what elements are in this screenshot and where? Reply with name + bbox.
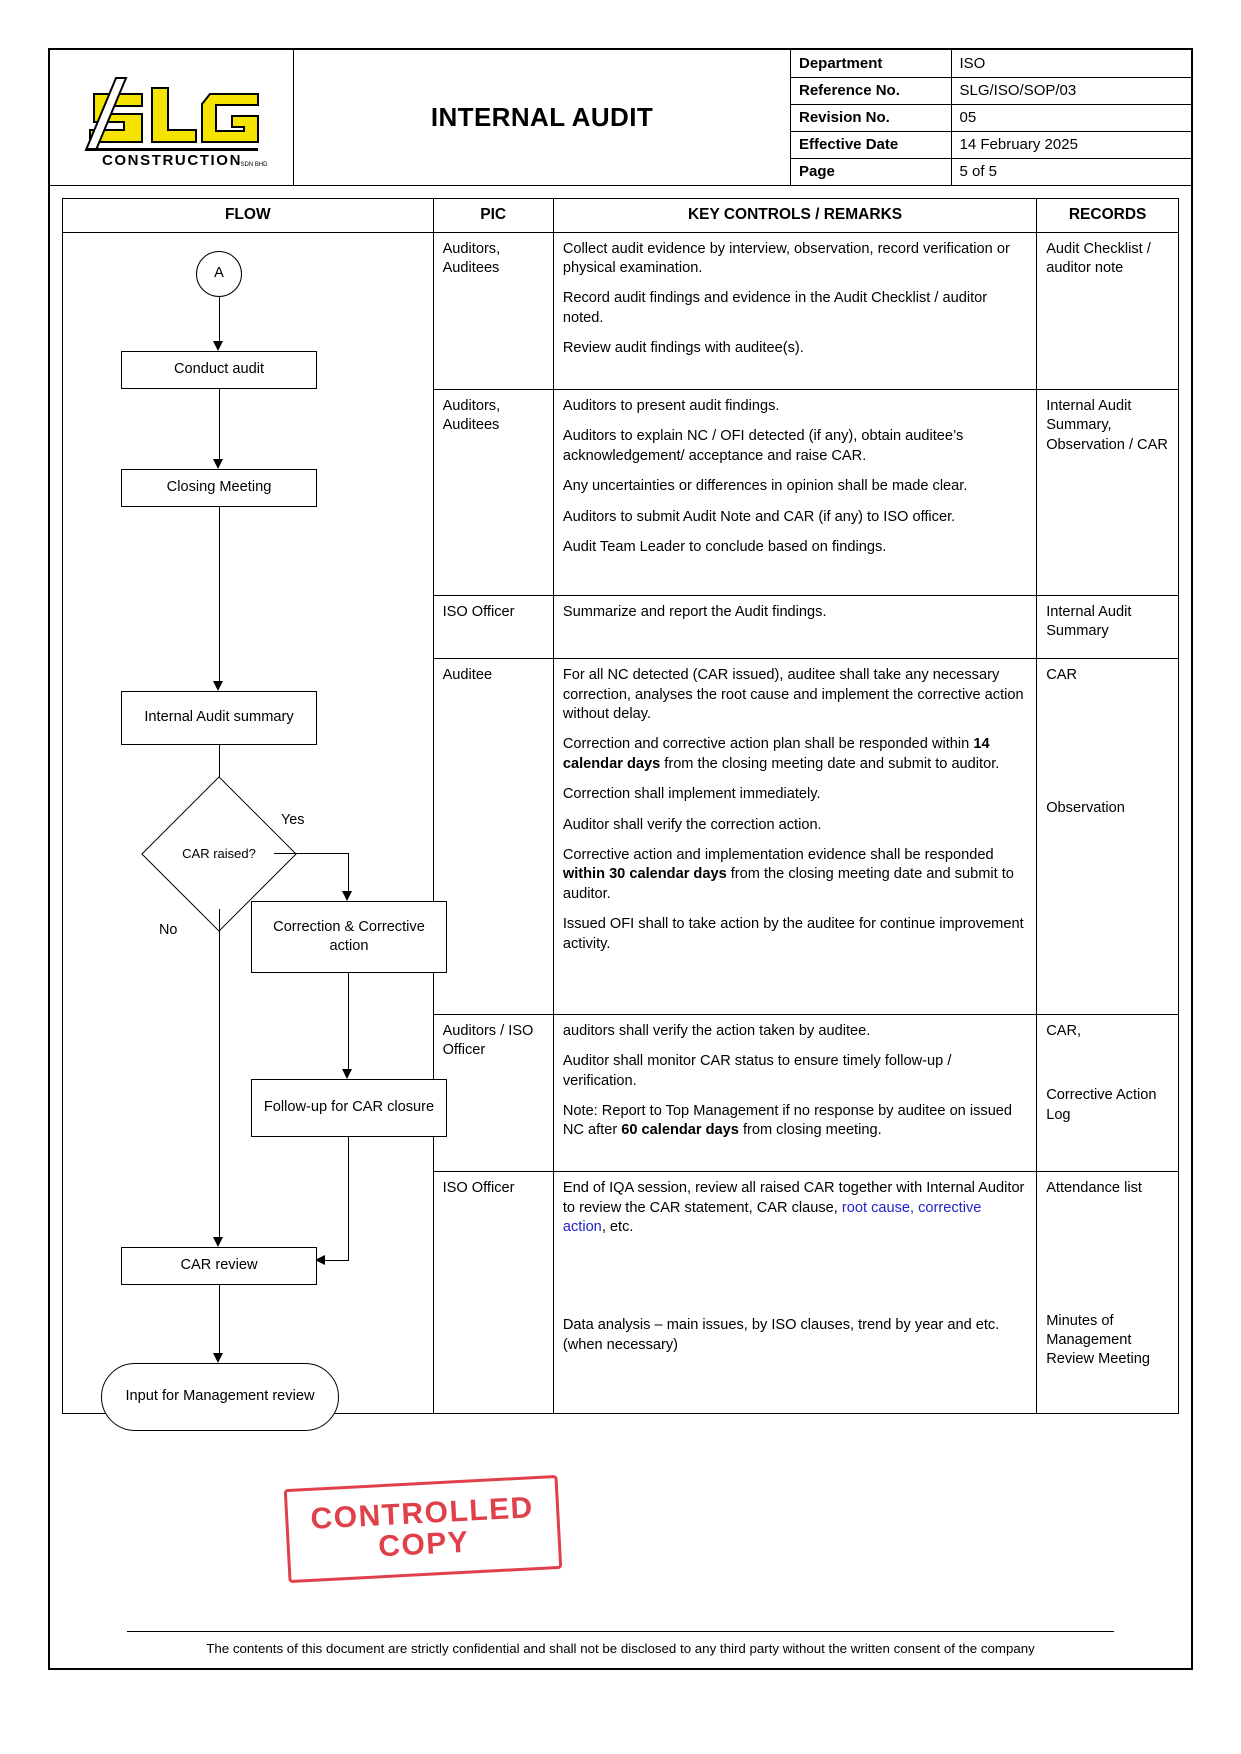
flow-node-internal-audit-summary-label: Internal Audit summary bbox=[144, 709, 294, 726]
flow-node-input-management-review bbox=[101, 1363, 339, 1431]
key-text: Note: Report to Top Management if no response by auditee on issued NC after bbox=[562, 1102, 1013, 1139]
spacer bbox=[1046, 1278, 1169, 1312]
key-text: Corrective action and implementation evidence shall be responded bbox=[562, 846, 994, 863]
meta-value-department: ISO bbox=[951, 50, 1191, 77]
key-controls-cell bbox=[553, 595, 1036, 658]
flow-arrow-yes bbox=[342, 891, 352, 901]
flow-line-3 bbox=[219, 507, 220, 685]
column-header-flow: FLOW bbox=[63, 199, 434, 233]
meta-row-reference-no bbox=[791, 77, 1191, 104]
meta-label-revision-no: Revision No. bbox=[791, 104, 951, 131]
stamp-line-2: COPY bbox=[377, 1525, 471, 1564]
key-text: , etc. bbox=[601, 1218, 634, 1235]
logo-subtext: SDN BHD bbox=[239, 161, 268, 168]
key-paragraph: Auditors to submit Audit Note and CAR (if any) to ISO officer. bbox=[562, 508, 956, 525]
flow-line-yes-h bbox=[274, 853, 348, 854]
pic-cell: Auditee bbox=[433, 659, 553, 1015]
procedure-table-wrap bbox=[50, 186, 1191, 1414]
key-paragraph: Auditors to explain NC / OFI detected (if any), obtain auditee’s acknowledgement/ acceptance and raise CAR. bbox=[562, 428, 964, 464]
flow-label-no: No bbox=[159, 921, 178, 938]
flow-arrow-1 bbox=[213, 341, 223, 351]
meta-label-page: Page bbox=[791, 158, 951, 185]
key-paragraph: Auditors to present audit findings. bbox=[562, 397, 780, 414]
key-text: from the closing meeting date and submit to auditor. bbox=[562, 866, 1014, 902]
flow-node-car-review bbox=[121, 1247, 317, 1285]
meta-row-department bbox=[791, 50, 1191, 77]
flow-label-yes: Yes bbox=[281, 811, 305, 828]
meta-label-reference-no: Reference No. bbox=[791, 77, 951, 104]
meta-row-revision-no bbox=[791, 104, 1191, 131]
header-meta-table bbox=[791, 50, 1191, 186]
key-paragraph: Auditor shall verify the correction action. bbox=[562, 816, 822, 833]
flow-node-car-review-label: CAR review bbox=[180, 1257, 258, 1274]
key-paragraph: Auditor shall monitor CAR status to ensure timely follow-up / verification. bbox=[562, 1053, 952, 1089]
table-header-row bbox=[63, 199, 1179, 233]
stamp-line-1: CONTROLLED bbox=[309, 1490, 535, 1536]
flowchart-canvas bbox=[63, 233, 433, 1413]
flow-line-7 bbox=[219, 1285, 220, 1357]
flow-arrow-7 bbox=[213, 1353, 223, 1363]
records-text: Observation bbox=[1046, 799, 1125, 816]
meta-value-revision-no: 05 bbox=[951, 104, 1191, 131]
records-text: CAR, bbox=[1046, 1022, 1082, 1039]
page-title: INTERNAL AUDIT bbox=[294, 50, 791, 186]
procedure-table bbox=[62, 198, 1179, 1414]
flow-line-yes-v bbox=[348, 853, 349, 895]
records-text: CAR bbox=[1046, 667, 1078, 684]
flow-node-car-raised-label: CAR raised? bbox=[182, 845, 256, 861]
meta-row-page bbox=[791, 158, 1191, 185]
records-cell: Internal Audit Summary bbox=[1037, 595, 1179, 658]
key-paragraph: Data analysis – main issues, by ISO clauses, trend by year and etc. (when necessary) bbox=[562, 1317, 1000, 1353]
logo-svg bbox=[72, 64, 272, 172]
column-header-key-controls: KEY CONTROLS / REMARKS bbox=[553, 199, 1036, 233]
flow-node-follow-up-car-closure bbox=[251, 1079, 447, 1137]
meta-value-effective-date: 14 February 2025 bbox=[951, 131, 1191, 158]
flow-node-closing-meeting-label: Closing Meeting bbox=[166, 479, 272, 496]
meta-row-effective-date bbox=[791, 131, 1191, 158]
meta-label-effective-date: Effective Date bbox=[791, 131, 951, 158]
key-paragraph: Audit Team Leader to conclude based on findings. bbox=[562, 539, 887, 556]
flow-line-2 bbox=[219, 389, 220, 463]
key-paragraph: Collect audit evidence by interview, observation, record verification or physical examination. bbox=[562, 240, 1010, 277]
flow-arrow-2 bbox=[213, 459, 223, 469]
flow-connector-a-label: A bbox=[214, 264, 224, 281]
key-paragraph: Review audit findings with auditee(s). bbox=[562, 340, 804, 357]
pic-cell: Auditors, Auditees bbox=[433, 389, 553, 595]
flow-node-car-raised bbox=[164, 799, 274, 909]
meta-label-department: Department bbox=[791, 50, 951, 77]
document-footer bbox=[50, 1631, 1191, 1668]
key-link[interactable]: root cause, corrective action bbox=[562, 1199, 982, 1235]
flow-node-closing-meeting bbox=[121, 469, 317, 507]
slg-logo-graphic bbox=[72, 64, 272, 172]
spacer bbox=[1046, 1052, 1169, 1086]
flowchart-cell bbox=[63, 232, 434, 1413]
flow-line-6 bbox=[348, 1137, 349, 1261]
flow-arrow-5 bbox=[342, 1069, 352, 1079]
key-controls-cell bbox=[553, 1172, 1036, 1413]
flow-node-correction-corrective-action bbox=[251, 901, 447, 973]
flow-node-conduct-audit bbox=[121, 351, 317, 389]
flow-line-5 bbox=[348, 973, 349, 1073]
flow-arrow-3 bbox=[213, 681, 223, 691]
key-text: from closing meeting. bbox=[738, 1122, 882, 1139]
footer-text: The contents of this document are strictly confidential and shall not be disclosed to any third party without the written consent of the company bbox=[206, 1641, 1035, 1656]
records-cell: Audit Checklist / auditor note bbox=[1037, 232, 1179, 389]
pic-cell: Auditors, Auditees bbox=[433, 232, 553, 389]
spacer bbox=[563, 1282, 1027, 1316]
records-text: Corrective Action Log bbox=[1046, 1087, 1157, 1123]
key-paragraph: Issued OFI shall to take action by the auditee for continue improvement activity. bbox=[562, 916, 1024, 952]
key-emphasis: within 30 calendar days bbox=[562, 866, 727, 883]
column-header-records: RECORDS bbox=[1037, 199, 1179, 233]
records-cell: Internal Audit Summary, Observation / CAR bbox=[1037, 389, 1179, 595]
key-paragraph: Record audit findings and evidence in the Audit Checklist / auditor noted. bbox=[562, 290, 988, 326]
flow-node-conduct-audit-label: Conduct audit bbox=[173, 361, 265, 378]
flow-line-1 bbox=[219, 297, 220, 345]
key-emphasis: 14 calendar days bbox=[562, 736, 990, 772]
key-text: End of IQA session, review all raised CAR together with Internal Auditor to review the CAR statement, CAR clause, bbox=[562, 1180, 1025, 1216]
pic-cell: ISO Officer bbox=[433, 595, 553, 658]
records-cell bbox=[1037, 1014, 1179, 1171]
records-text: Attendance list bbox=[1046, 1180, 1142, 1197]
spacer bbox=[1046, 1244, 1169, 1278]
key-paragraph bbox=[563, 846, 1027, 904]
document-frame bbox=[48, 48, 1193, 1670]
pic-cell: Auditors / ISO Officer bbox=[433, 1014, 553, 1171]
pic-cell: ISO Officer bbox=[433, 1172, 553, 1413]
key-paragraph bbox=[563, 1102, 1027, 1141]
flow-line-no bbox=[219, 909, 220, 1241]
key-paragraph: For all NC detected (CAR issued), auditee shall take any necessary correction, analyses the root cause and implement the corrective action without delay. bbox=[562, 667, 1024, 722]
flow-node-internal-audit-summary bbox=[121, 691, 317, 745]
spacer bbox=[1046, 765, 1169, 799]
spacer bbox=[1046, 731, 1169, 765]
flow-line-6b bbox=[325, 1260, 348, 1261]
key-paragraph: Any uncertainties or differences in opinion shall be made clear. bbox=[562, 478, 968, 495]
footer-divider bbox=[127, 1631, 1114, 1632]
key-paragraph: Correction shall implement immediately. bbox=[562, 786, 821, 803]
key-controls-cell bbox=[553, 1014, 1036, 1171]
key-paragraph: auditors shall verify the action taken by auditee. bbox=[562, 1022, 871, 1039]
spacer bbox=[1046, 697, 1169, 731]
key-paragraph bbox=[563, 1179, 1027, 1237]
document-header bbox=[50, 50, 1191, 186]
key-controls-cell bbox=[553, 232, 1036, 389]
records-text: Minutes of Management Review Meeting bbox=[1046, 1312, 1151, 1368]
flow-node-correction-corrective-action-label: Correction & Corrective action bbox=[273, 919, 425, 954]
meta-value-reference-no: SLG/ISO/SOP/03 bbox=[951, 77, 1191, 104]
key-text: Correction and corrective action plan shall be responded within bbox=[562, 736, 974, 753]
key-controls-cell bbox=[553, 659, 1036, 1015]
flow-node-input-management-review-label: Input for Management review bbox=[125, 1388, 315, 1405]
spacer bbox=[1046, 1210, 1169, 1244]
controlled-copy-stamp bbox=[284, 1475, 563, 1583]
records-cell bbox=[1037, 659, 1179, 1015]
company-logo bbox=[50, 50, 294, 186]
meta-value-page: 5 of 5 bbox=[951, 158, 1191, 185]
flow-arrow-no bbox=[213, 1237, 223, 1247]
records-cell bbox=[1037, 1172, 1179, 1413]
flow-node-follow-up-car-closure-label: Follow-up for CAR closure bbox=[263, 1099, 435, 1116]
flow-connector-a bbox=[196, 251, 242, 297]
spacer bbox=[563, 1248, 1027, 1282]
key-paragraph bbox=[563, 735, 1027, 774]
key-emphasis: 60 calendar days bbox=[621, 1122, 739, 1139]
table-row bbox=[63, 232, 1179, 389]
logo-wordmark: CONSTRUCTION bbox=[101, 151, 242, 169]
column-header-pic: PIC bbox=[433, 199, 553, 233]
key-text: from the closing meeting date and submit to auditor. bbox=[660, 755, 1000, 772]
key-paragraph: Summarize and report the Audit findings. bbox=[562, 603, 827, 620]
key-controls-cell bbox=[553, 389, 1036, 595]
